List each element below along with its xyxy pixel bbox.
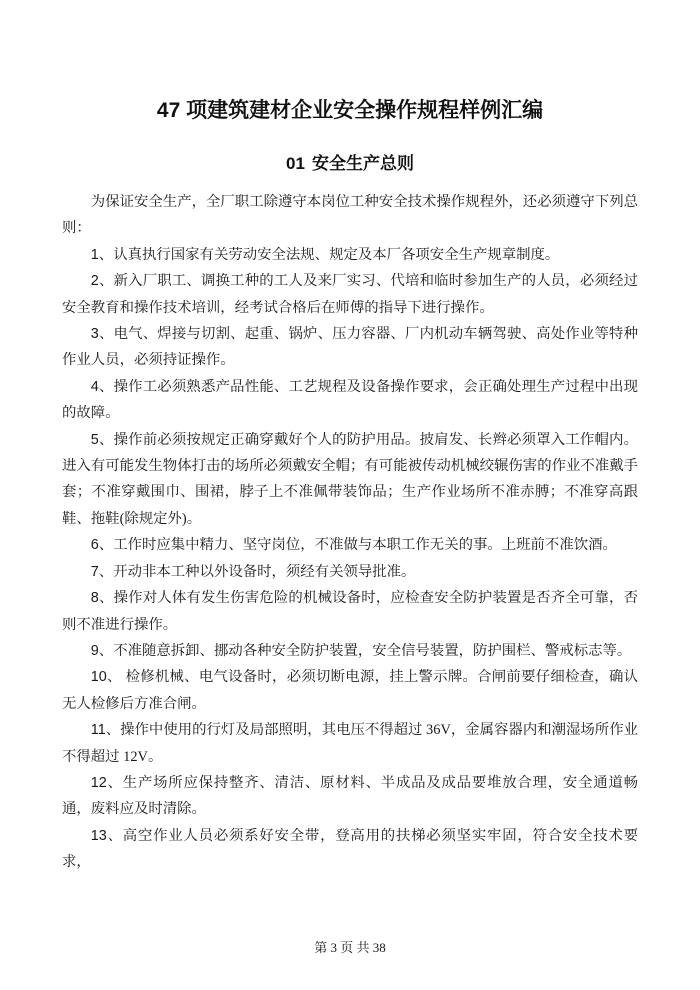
list-item-2 bbox=[62, 268, 638, 321]
item-text: 生产场所应保持整齐、清洁、原材料、半成品及成品要堆放合理，安全通道畅通，废料应及时清除。 bbox=[62, 774, 638, 818]
item-text: 操作工必须熟悉产品性能、工艺规程及设备操作要求，会正确处理生产过程中出现的故障。 bbox=[62, 378, 638, 422]
item-text: 操作中使用的行灯及局部照明，其电压不得超过 36V，金属容器内和潮湿场所作业不得超过 12V。 bbox=[62, 722, 638, 765]
item-number: 7、 bbox=[90, 563, 114, 580]
item-number: 12、 bbox=[90, 774, 123, 791]
item-number: 2、 bbox=[90, 273, 114, 290]
section-heading bbox=[62, 152, 638, 176]
item-number: 5、 bbox=[90, 431, 114, 448]
item-text: 高空作业人员必须系好安全带，登高用的扶梯必须坚实牢固，符合安全技术要求， bbox=[62, 827, 638, 871]
list-item-3 bbox=[62, 321, 638, 374]
section-title: 安全生产总则 bbox=[311, 154, 414, 173]
page-number-footer: 第 3 页 共 38 bbox=[314, 940, 386, 955]
item-number: 13、 bbox=[90, 827, 123, 844]
item-number: 1、 bbox=[90, 246, 114, 263]
document-body bbox=[62, 189, 638, 876]
item-text: 检修机械、电气设备时，必须切断电源，挂上警示牌。合闸前要仔细检查，确认无人检修后方准合闸。 bbox=[62, 669, 638, 712]
intro-paragraph: 为保证安全生产，全厂职工除遵守本岗位工种安全技术操作规程外，还必须遵守下列总则： bbox=[62, 194, 638, 237]
item-number: 4、 bbox=[90, 378, 114, 395]
item-number: 3、 bbox=[90, 326, 114, 343]
item-number: 9、 bbox=[90, 642, 114, 659]
document-title: 47 项建筑建材企业安全操作规程样例汇编 bbox=[156, 99, 544, 122]
item-number: 8、 bbox=[90, 590, 114, 607]
section-number: 01 bbox=[286, 154, 305, 173]
item-text: 新入厂职工、调换工种的工人及来厂实习、代培和临时参加生产的人员，必须经过安全教育和操作技术培训，经考试合格后在师傅的指导下进行操作。 bbox=[62, 273, 638, 316]
item-text: 工作时应集中精力、坚守岗位，不准做与本职工作无关的事。上班前不准饮酒。 bbox=[113, 537, 617, 554]
item-number: 6、 bbox=[90, 537, 114, 554]
item-number: 11、 bbox=[90, 722, 121, 739]
list-item-8 bbox=[62, 585, 638, 638]
item-text: 操作前必须按规定正确穿戴好个人的防护用品。披肩发、长辫必须罩入工作帽内。进入有可能发生物体打击的场所必须戴安全帽；有可能被传动机械绞辗伤害的作业不准戴手套；不准穿戴围巾、围裙，脖子上不准佩带装饰品；生产作业场所不准赤膊；不准穿高跟鞋、拖鞋(除规定外)。 bbox=[62, 431, 638, 527]
item-text: 电气、焊接与切割、起重、锅炉、压力容器、厂内机动车辆驾驶、高处作业等特种作业人员，必须持证操作。 bbox=[62, 326, 638, 369]
item-text: 操作对人体有发生伤害危险的机械设备时，应检查安全防护装置是否齐全可靠，否则不准进行操作。 bbox=[62, 590, 638, 633]
item-text: 认真执行国家有关劳动安全法规、规定及本厂各项安全生产规章制度。 bbox=[113, 246, 560, 263]
list-item-7 bbox=[62, 559, 638, 585]
list-item-4 bbox=[62, 374, 638, 427]
list-item-1 bbox=[62, 242, 638, 268]
list-item-5 bbox=[62, 427, 638, 533]
item-text: 不准随意拆卸、挪动各种安全防护装置，安全信号装置，防护围栏、警戒标志等。 bbox=[113, 642, 632, 659]
list-item-11 bbox=[62, 717, 638, 770]
list-item-10 bbox=[62, 664, 638, 717]
list-item-6 bbox=[62, 532, 638, 558]
list-item-12 bbox=[62, 770, 638, 823]
item-text: 开动非本工种以外设备时，须经有关领导批准。 bbox=[113, 563, 416, 580]
list-item-9 bbox=[62, 638, 638, 664]
list-item-13 bbox=[62, 823, 638, 876]
item-number: 10、 bbox=[90, 669, 122, 686]
